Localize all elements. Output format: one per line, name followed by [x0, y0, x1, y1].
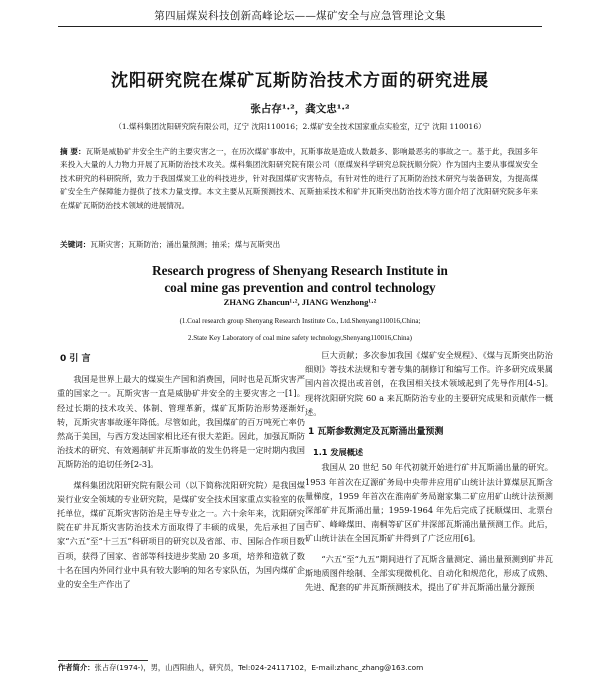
footnote-label: 作者简介： — [58, 663, 95, 672]
footnote-divider — [58, 660, 148, 661]
keywords-cn — [60, 239, 538, 250]
body-column-left — [57, 348, 305, 597]
affiliation-en — [40, 313, 560, 347]
body-paragraph: 煤科集团沈阳研究院有限公司（以下简称沈阳研究院）是我国煤炭行业安全领域的专业研究院，是煤矿安全技术国家重点实验室的依托单位，煤矿瓦斯灾害防治是主导专业之一。六十余年来，沈阳研究院在矿井瓦斯灾害防治技术方面取得了丰硕的成果，先后承担了国家“六五”至“十三五”科研项目的研究以及省部、市、国际合作项目数百项，获得了国家、省部等科技进步奖励 20 多项，培养和造就了数十名在国内外同行业中具有较大影响的知名专家队伍，为国内煤矿企业的安全生产作出了 — [57, 479, 305, 590]
paper-title-en — [60, 262, 540, 296]
keywords-text: 瓦斯灾害；瓦斯防治；涌出量预测；抽采；煤与瓦斯突出 — [90, 240, 281, 249]
author-footnote — [58, 663, 560, 673]
abstract-text: 瓦斯是威胁矿井安全生产的主要灾害之一，在历次煤矿事故中，瓦斯事故是造成人数最多、影响最恶劣的事故之一。基于此，我国多年来投入大量的人力物力开展了瓦斯防治技术攻关。煤科集团沈阳研究院有限公司（原煤炭科学研究总院抚顺分院）作为国内主要从事煤炭安全技术研究的科研院所，致力于我国煤炭工业的科技进步，针对我国煤矿灾害特点，有针对性的进行了瓦斯防治技术研究与装备研发，为提高煤矿安全生产保障能力提供了技术力量支撑。本文主要从瓦斯预测技术、瓦斯抽采技术和矿井瓦斯突出防治技术等方面介绍了沈阳研究院多年来在煤矿瓦斯防治技术领域的进展情况。 — [60, 147, 538, 210]
affiliation-en-line-1: (1.Coal research group Shenyang Research Institute Co., Ltd.Shenyang110016,China; — [179, 317, 421, 325]
footnote-text: 张占存(1974-)，男，山西阳曲人，研究员，Tel:024-24117102，E-mail:zhanc_zhang@163.com — [94, 663, 424, 672]
affiliation-cn: （1.煤科集团沈阳研究院有限公司，辽宁 沈阳110016；2.煤矿安全技术国家重点实验室，辽宁 沈阳 110016） — [114, 122, 486, 131]
section-0-heading: 0 引 言 — [60, 354, 91, 364]
abstract-cn — [60, 145, 538, 212]
title-en-line-1: Research progress of Shenyang Research Institute in — [152, 263, 448, 278]
authors-cn: 张占存¹·²，龚文忠¹·² — [250, 103, 350, 115]
body-column-right — [305, 348, 553, 600]
section-1-heading: 1 瓦斯参数测定及瓦斯涌出量预测 — [308, 427, 444, 438]
subsection-1-1-heading: 1.1 发展概述 — [313, 447, 364, 458]
paper-title-cn: 沈阳研究院在煤矿瓦斯防治技术方面的研究进展 — [111, 71, 489, 91]
keywords-label: 关键词： — [60, 240, 91, 249]
body-paragraph: 我国从 20 世纪 50 年代初就开始进行矿井瓦斯涌出量的研究。1953 年首次在辽源矿务局中央带井应用矿山统计法计算煤层瓦斯含量梯度，1959 年首次在淮南矿务局谢家集二矿应用矿山统计法预测深部矿井瓦斯涌出量；1959-1964 年先后完成了抚顺煤田、北票台吉矿、峰峰煤田、南桐等矿区矿井深部瓦斯涌出量预测工作。此后，矿山统计法在全国瓦斯矿井得到了广泛应用[6]。 — [305, 462, 553, 544]
title-en-line-2: coal mine gas prevention and control technology — [164, 280, 436, 295]
body-paragraph: 巨大贡献；多次参加我国《煤矿安全规程》、《煤与瓦斯突出防治细则》等技术法规和专著专集的制修订和编写工作。许多研究成果属国内首次提出或首创，在我国相关技术领域起到了先导作用[4-5]。现将沈阳研究院 60 a 来瓦斯防治专业的主要研究成果和贡献作一概述。 — [305, 350, 553, 417]
abstract-label: 摘 要： — [60, 147, 86, 156]
running-header: 第四届煤炭科技创新高峰论坛——煤矿安全与应急管理论文集 — [58, 8, 542, 27]
body-paragraph: 我国是世界上最大的煤炭生产国和消费国，同时也是瓦斯灾害严重的国家之一。瓦斯灾害一直是威胁矿井安全的主要灾害之一[1]。经过长期的技术攻关、体制、管理革新，煤矿瓦斯防治形势逐渐好转，瓦斯灾害事故逐年降低。尽管如此，我国煤矿的百万吨死亡率仍然高于美国，与西方发达国家相比还有很大差距。因此，加强瓦斯防治技术的研究、有效遏制矿井瓦斯事故的发生仍将是一定时期内我国瓦斯防治的追切任务[2-3]。 — [57, 374, 305, 470]
authors-en: ZHANG Zhancun¹·², JIANG Wenzhong¹·² — [223, 297, 377, 307]
body-paragraph: “六五”至“九五”期间进行了瓦斯含量测定、涌出量预测到矿井瓦斯地质图件绘制、全部实现微机化、自动化和规范化，形成了成熟、先进、配套的矿井瓦斯预测技术，提出了矿井瓦斯涌出量分源预 — [305, 553, 553, 593]
affiliation-en-line-2: 2.State Key Laboratory of coal mine safety technology,Shenyang110016,China) — [187, 334, 412, 342]
